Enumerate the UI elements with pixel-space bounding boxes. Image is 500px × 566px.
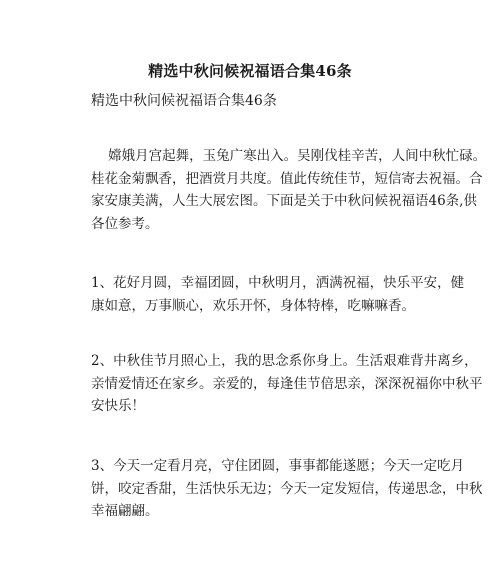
greeting-item-1 (91, 272, 465, 317)
greeting-line: 3、今天一定看月亮，守住团圆，事事都能遂愿；今天一定吃月 (91, 458, 465, 474)
greeting-line: 亲情爱情还在家乡。亲爱的，每逢佳节倍思亲，深深祝福你中秋平 (91, 375, 483, 392)
document-title: 精选中秋问候祝福语合集46条 (148, 62, 352, 80)
intro-line: 家安康美满，人生大展宏图。下面是关于中秋问候祝福语46条,供 (91, 193, 477, 209)
intro-line: 各位参考。 (91, 215, 159, 232)
intro-line: 嫦娥月宫起舞，玉兔广寒出入。吴刚伐桂辛苦，人间中秋忙碌。 (91, 148, 487, 164)
greeting-line: 饼，咬定香甜，生活快乐无边；今天一定发短信，传递思念，中秋 (91, 480, 483, 497)
intro-line: 桂花金菊飘香，把酒赏月共度。值此传统佳节，短信寄去祝福。合 (91, 170, 483, 187)
greeting-item-2 (91, 350, 483, 418)
greeting-line: 安快乐！ (91, 398, 145, 414)
greeting-line: 1、花好月圆，幸福团圆，中秋明月，洒满祝福，快乐平安，健 (91, 275, 465, 291)
greeting-line: 康如意，万事顺心，欢乐开怀，身体特棒，吃嘛嘛香。 (91, 297, 415, 314)
document-subtitle: 精选中秋问候祝福语合集46条 (91, 93, 277, 109)
greeting-item-3 (91, 455, 483, 523)
greeting-line: 2、中秋佳节月照心上，我的思念系你身上。生活艰难背井离乡， (91, 353, 478, 369)
intro-paragraph (91, 145, 487, 235)
greeting-line: 幸福翩翩。 (91, 503, 159, 519)
